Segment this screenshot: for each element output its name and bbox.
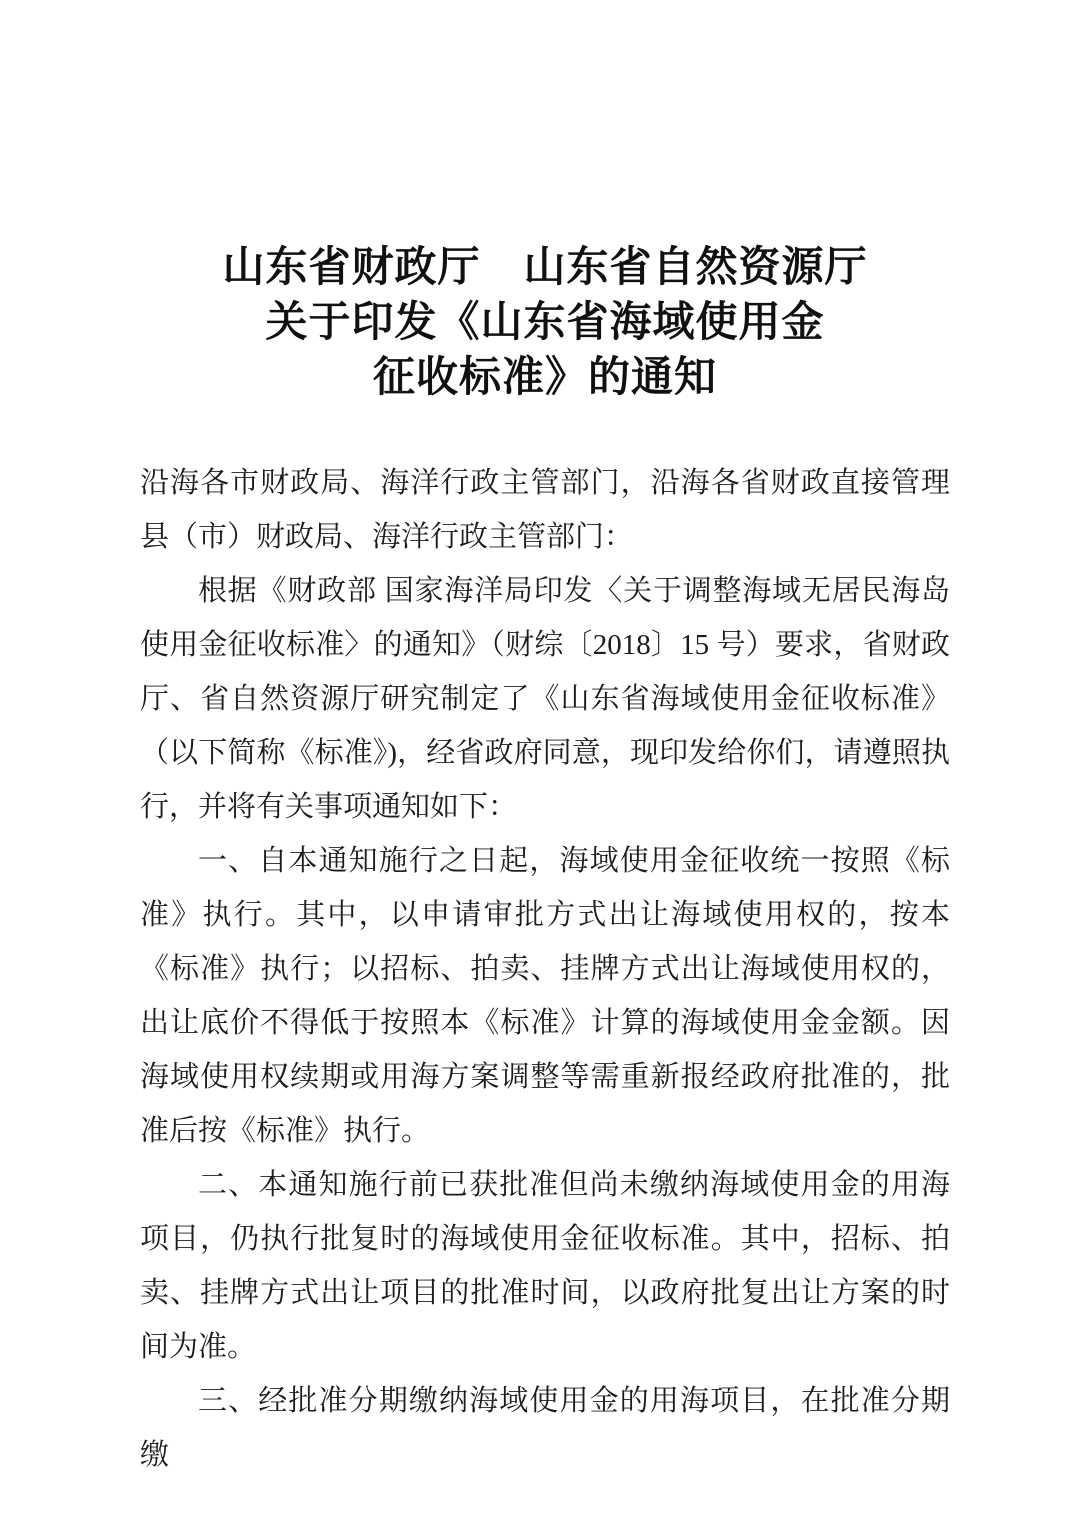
item-2-paragraph: 二、本通知施行前已获批准但尚未缴纳海域使用金的用海项目，仍执行批复时的海域使用金征收标准。其中，招标、拍卖、挂牌方式出让项目的批准时间，以政府批复出让方案的时间为准。 <box>140 1169 950 1363</box>
document-body <box>140 456 950 1482</box>
item-3-paragraph: 三、经批准分期缴纳海域使用金的用海项目，在批准分期缴 <box>140 1385 950 1471</box>
title-line-2: 关于印发《山东省海域使用金 <box>265 300 825 346</box>
recipients-paragraph: 沿海各市财政局、海洋行政主管部门，沿海各省财政直接管理县（市）财政局、海洋行政主管部门： <box>140 467 950 553</box>
intro-paragraph: 根据《财政部 国家海洋局印发〈关于调整海域无居民海岛使用金征收标准〉的通知》（财综〔2018〕15 号）要求，省财政厅、省自然资源厅研究制定了《山东省海域使用金征收标准》（以下简称《标准》)，经省政府同意，现印发给你们，请遵照执行，并将有关事项通知如下： <box>140 575 950 823</box>
item-1-paragraph: 一、自本通知施行之日起，海域使用金征收统一按照《标准》执行。其中，以申请审批方式出让海域使用权的，按本《标准》执行；以招标、拍卖、挂牌方式出让海域使用权的，出让底价不得低于按照本《标准》计算的海域使用金金额。因海域使用权续期或用海方案调整等需重新报经政府批准的，批准后按《标准》执行。 <box>140 845 950 1147</box>
title-line-3: 征收标准》的通知 <box>372 355 717 401</box>
document-title <box>140 241 950 406</box>
title-line-1: 山东省财政厅 山东省自然资源厅 <box>222 245 868 291</box>
